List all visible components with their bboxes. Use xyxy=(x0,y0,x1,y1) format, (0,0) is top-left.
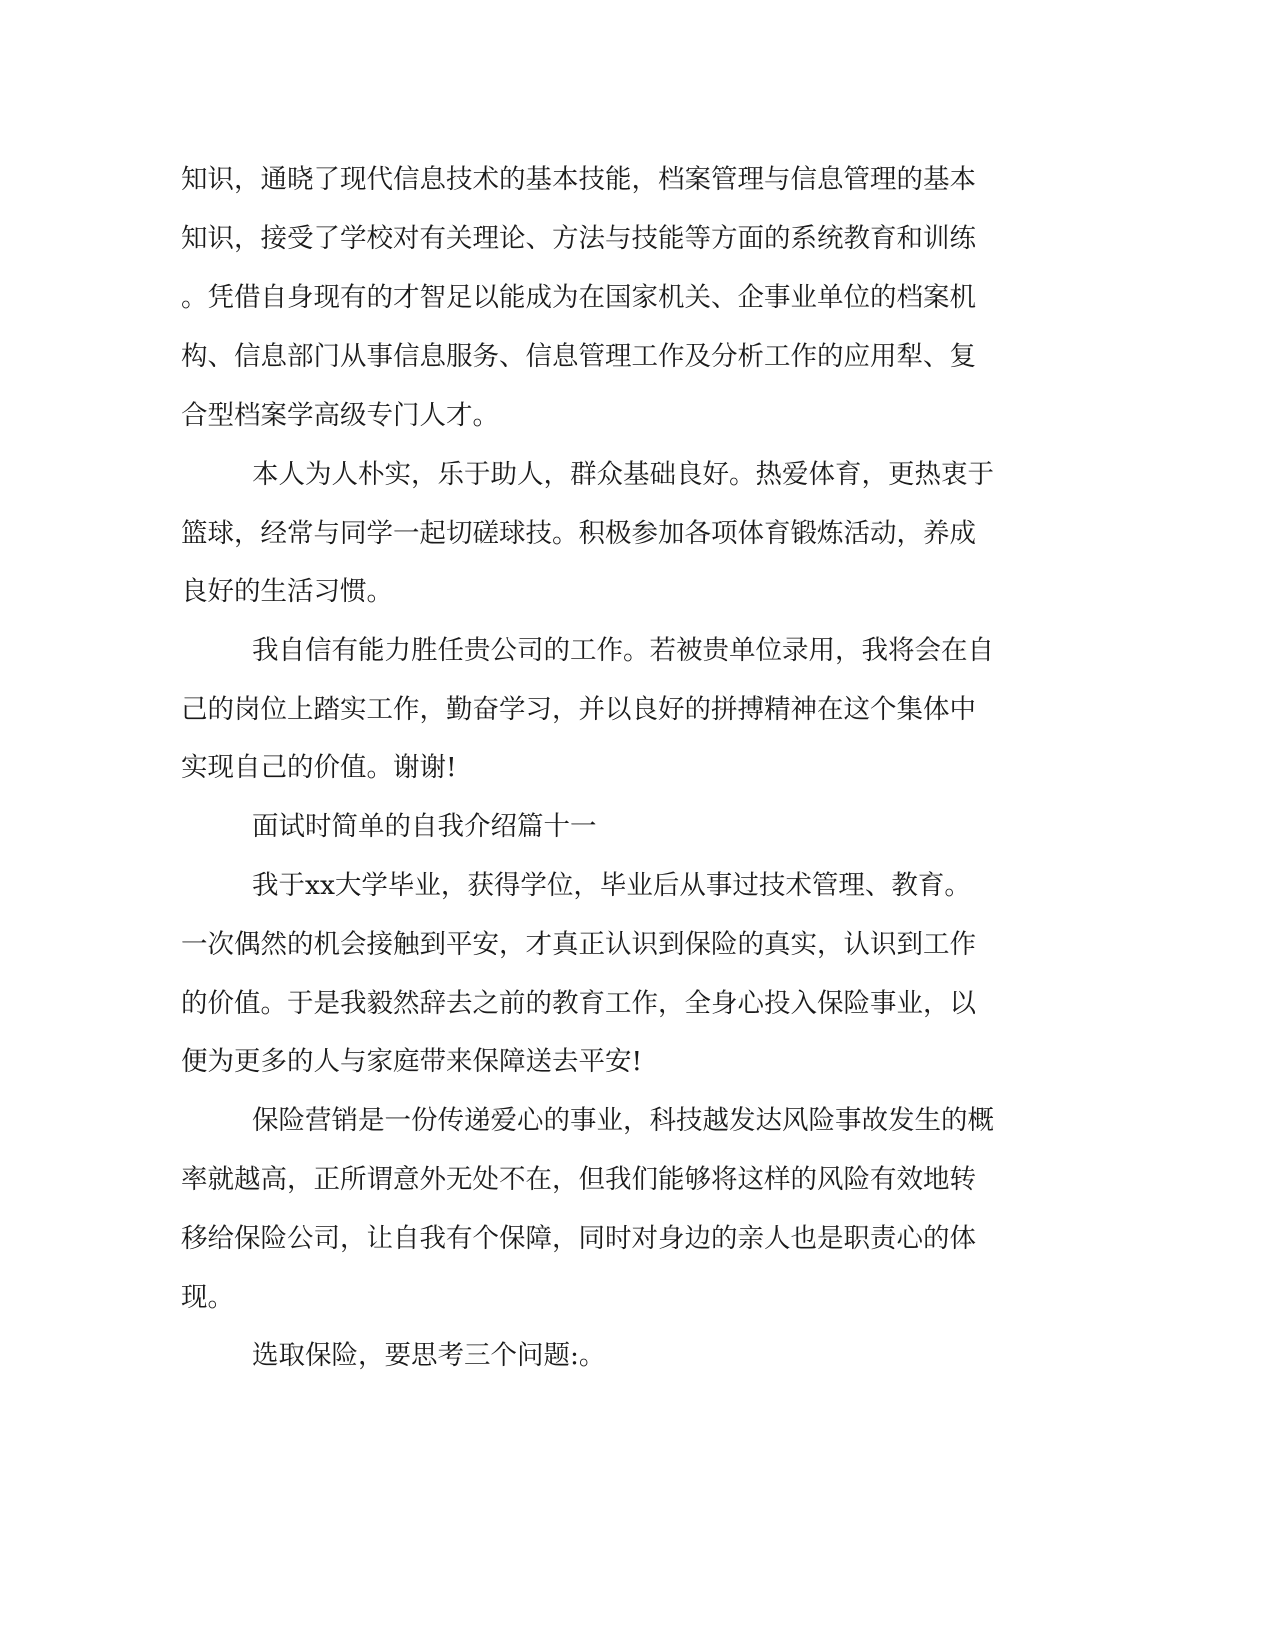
text-line: 现。 xyxy=(181,1282,234,1313)
paragraph-start: 保险营销是一份传递爱心的事业，科技越发达风险事故发生的概 xyxy=(252,1105,994,1136)
text-line: 篮球，经常与同学一起切磋球技。积极参加各项体育锻炼活动，养成 xyxy=(181,518,976,549)
paragraph-start: 本人为人朴实，乐于助人，群众基础良好。热爱体育，更热衷于 xyxy=(252,459,994,490)
paragraph-start: 我自信有能力胜任贵公司的工作。若被贵单位录用，我将会在自 xyxy=(252,635,994,666)
text-line: 合型档案学高级专门人才。 xyxy=(181,400,499,431)
text-line: 。凭借自身现有的才智足以能成为在国家机关、企事业单位的档案机 xyxy=(181,282,976,313)
text-line: 便为更多的人与家庭带来保障送去平安! xyxy=(181,1046,643,1077)
text-line: 移给保险公司，让自我有个保障，同时对身边的亲人也是职责心的体 xyxy=(181,1223,976,1254)
text-line: 良好的生活习惯。 xyxy=(181,576,393,607)
section-heading: 面试时简单的自我介绍篇十一 xyxy=(252,811,597,842)
paragraph-start: 选取保险，要思考三个问题:。 xyxy=(252,1340,606,1371)
text-line: 构、信息部门从事信息服务、信息管理工作及分析工作的应用犁、复 xyxy=(181,341,976,372)
text-line: 实现自己的价值。谢谢! xyxy=(181,752,457,783)
text-line: 的价值。于是我毅然辞去之前的教育工作，全身心投入保险事业，以 xyxy=(181,988,976,1019)
text-line: 一次偶然的机会接触到平安，才真正认识到保险的真实，认识到工作 xyxy=(181,929,976,960)
text-line: 己的岗位上踏实工作，勤奋学习，并以良好的拼搏精神在这个集体中 xyxy=(181,694,976,725)
paragraph-start: 我于xx大学毕业，获得学位，毕业后从事过技术管理、教育。 xyxy=(252,870,971,901)
text-line: 知识，通晓了现代信息技术的基本技能，档案管理与信息管理的基本 xyxy=(181,164,976,195)
text-line: 率就越高，正所谓意外无处不在，但我们能够将这样的风险有效地转 xyxy=(181,1164,976,1195)
text-line: 知识，接受了学校对有关理论、方法与技能等方面的系统教育和训练 xyxy=(181,223,976,254)
